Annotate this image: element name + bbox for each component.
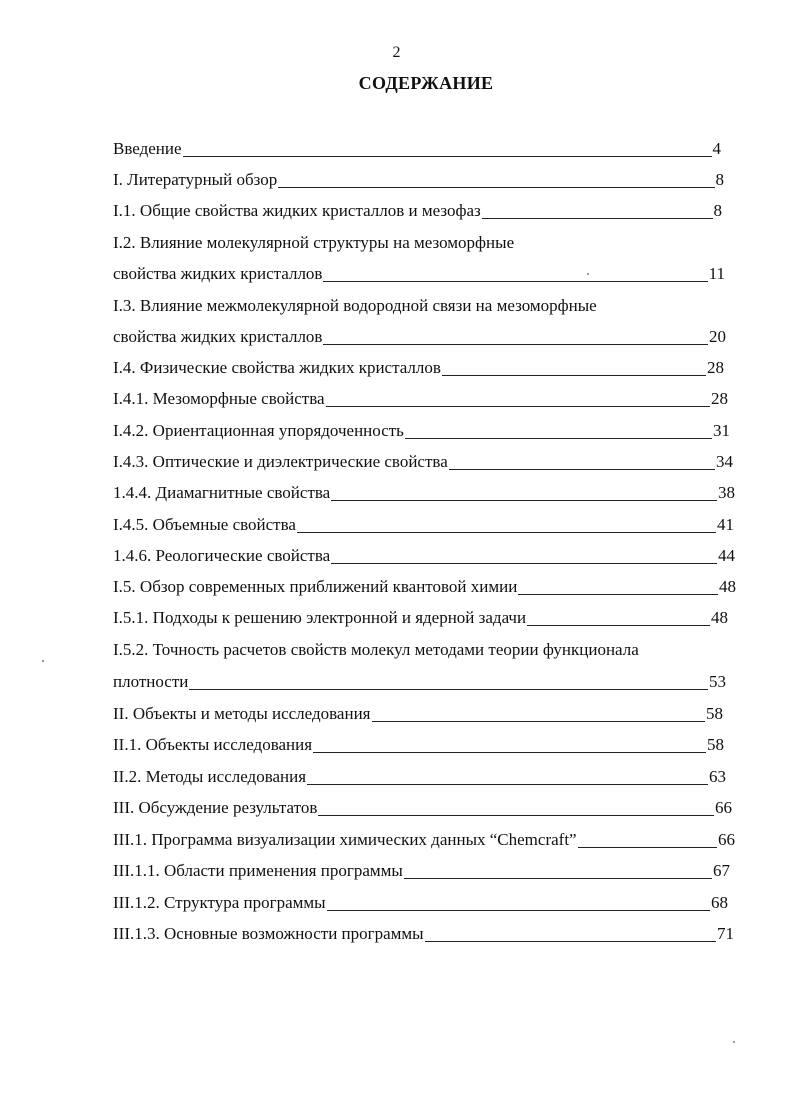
toc-entry-page: 48 [711, 608, 728, 627]
toc-entry [113, 670, 726, 694]
toc-entry-title: I.2. Влияние молекулярной структуры на мезоморфные [113, 233, 515, 252]
toc-entry [113, 419, 730, 443]
toc-leader-line [313, 733, 706, 753]
toc-leader-line [405, 419, 712, 439]
toc-entry [113, 294, 597, 318]
toc-entry-page: 8 [715, 170, 724, 189]
toc-entry-page: 53 [709, 672, 726, 691]
toc-entry [113, 575, 736, 599]
toc-entry [113, 168, 724, 192]
toc-entry-title: 1.4.6. Реологические свойства [113, 546, 331, 565]
toc-entry-page: 58 [706, 704, 723, 723]
toc-entry-page: 68 [711, 893, 728, 912]
toc-entry-page: 28 [707, 358, 724, 377]
toc-entry-page: 41 [717, 515, 734, 534]
toc-entry [113, 199, 722, 223]
toc-entry [113, 859, 730, 883]
toc-leader-line [323, 262, 707, 282]
toc-entry-page: 66 [715, 798, 732, 817]
toc-entry [113, 765, 726, 789]
toc-entry [113, 231, 514, 255]
toc-entry-title: свойства жидких кристаллов [113, 264, 323, 283]
toc-entry-page: 8 [713, 201, 722, 220]
toc-entry-title: I.5. Обзор современных приближений квантовой химии [113, 577, 518, 596]
toc-leader-line [442, 356, 706, 376]
toc-entry [113, 606, 728, 630]
toc-leader-line [425, 922, 716, 942]
toc-leader-line [331, 481, 717, 501]
toc-entry-title: Введение [113, 139, 182, 158]
toc-entry-title: III. Обсуждение результатов [113, 798, 318, 817]
scan-speck [733, 1041, 735, 1043]
toc-entry-title: I.5.1. Подходы к решению электронной и ядерной задачи [113, 608, 527, 627]
toc-leader-line [449, 450, 715, 470]
toc-leader-line [307, 765, 708, 785]
toc-entry-page: 66 [718, 830, 735, 849]
toc-entry [113, 262, 725, 286]
page-number: 2 [392, 44, 401, 61]
toc-entry-title: плотности [113, 672, 189, 691]
toc-entry-page: 58 [707, 735, 724, 754]
toc-entry [113, 733, 724, 757]
toc-entry-title: II. Объекты и методы исследования [113, 704, 371, 723]
toc-entry-title: II.2. Методы исследования [113, 767, 307, 786]
toc-leader-line [327, 891, 710, 911]
toc-entry [113, 828, 735, 852]
toc-entry-title: I.4.2. Ориентационная упорядоченность [113, 421, 404, 440]
toc-entry-title: I.1. Общие свойства жидких кристаллов и мезофаз [113, 201, 481, 220]
toc-leader-line [518, 575, 718, 595]
toc-leader-line [326, 387, 710, 407]
toc-entry [113, 544, 735, 568]
toc-entry [113, 638, 639, 662]
toc-entry-page: 44 [718, 546, 735, 565]
toc-entry [113, 450, 733, 474]
toc-entry-title: III.1.2. Структура программы [113, 893, 326, 912]
toc-entry [113, 137, 721, 161]
toc-entry-title: I.4.5. Объемные свойства [113, 515, 296, 534]
toc-entry-title: I.4.3. Оптические и диэлектрические свойства [113, 452, 448, 471]
toc-entry [113, 513, 734, 537]
toc-entry-page: 63 [709, 767, 726, 786]
toc-entry-page: 28 [711, 389, 728, 408]
toc-entry-page: 34 [716, 452, 733, 471]
toc-leader-line [404, 859, 712, 879]
toc-leader-line [183, 137, 712, 157]
toc-entry-title: 1.4.4. Диамагнитные свойства [113, 483, 331, 502]
toc-entry [113, 325, 726, 349]
toc-entry-page: 20 [709, 327, 726, 346]
toc-entry [113, 387, 728, 411]
toc-entry-title: I.5.2. Точность расчетов свойств молекул методами теории функционала [113, 640, 639, 659]
toc-entry [113, 922, 734, 946]
scan-speck [42, 660, 44, 662]
toc-entry-title: I.3. Влияние межмолекулярной водородной связи на мезоморфные [113, 296, 597, 315]
toc-leader-line [297, 513, 716, 533]
toc-entry-page: 11 [708, 264, 725, 283]
toc-entry-title: III.1. Программа визуализации химических данных “Chemcraft” [113, 830, 577, 849]
toc-leader-line [331, 544, 717, 564]
toc-leader-line [323, 325, 708, 345]
toc-entry-title: III.1.1. Области применения программы [113, 861, 403, 880]
toc-entry-title: I. Литературный обзор [113, 170, 278, 189]
toc-entry [113, 356, 724, 380]
toc-leader-line [278, 168, 714, 188]
toc-entry-page: 71 [717, 924, 734, 943]
toc-leader-line [318, 796, 714, 816]
toc-leader-line [482, 199, 713, 219]
toc-entry-title: свойства жидких кристаллов [113, 327, 323, 346]
toc-entry-title: I.4. Физические свойства жидких кристаллов [113, 358, 441, 377]
toc-leader-line [527, 606, 710, 626]
toc-entry-title: II.1. Объекты исследования [113, 735, 313, 754]
toc-entry [113, 891, 728, 915]
toc-leader-line [578, 828, 717, 848]
toc-entry-page: 67 [713, 861, 730, 880]
toc-entry [113, 796, 732, 820]
page-title: СОДЕРЖАНИЕ [358, 73, 494, 93]
toc-entry-page: 4 [712, 139, 721, 158]
toc-entry-page: 48 [719, 577, 736, 596]
toc-entry [113, 481, 735, 505]
toc-leader-line [189, 670, 708, 690]
toc-entry-page: 31 [713, 421, 730, 440]
toc-leader-line [372, 702, 706, 722]
toc-entry-title: I.4.1. Мезоморфные свойства [113, 389, 325, 408]
toc-entry-page: 38 [718, 483, 735, 502]
toc-entry-title: III.1.3. Основные возможности программы [113, 924, 424, 943]
scan-speck [587, 273, 589, 275]
toc-entry [113, 702, 723, 726]
